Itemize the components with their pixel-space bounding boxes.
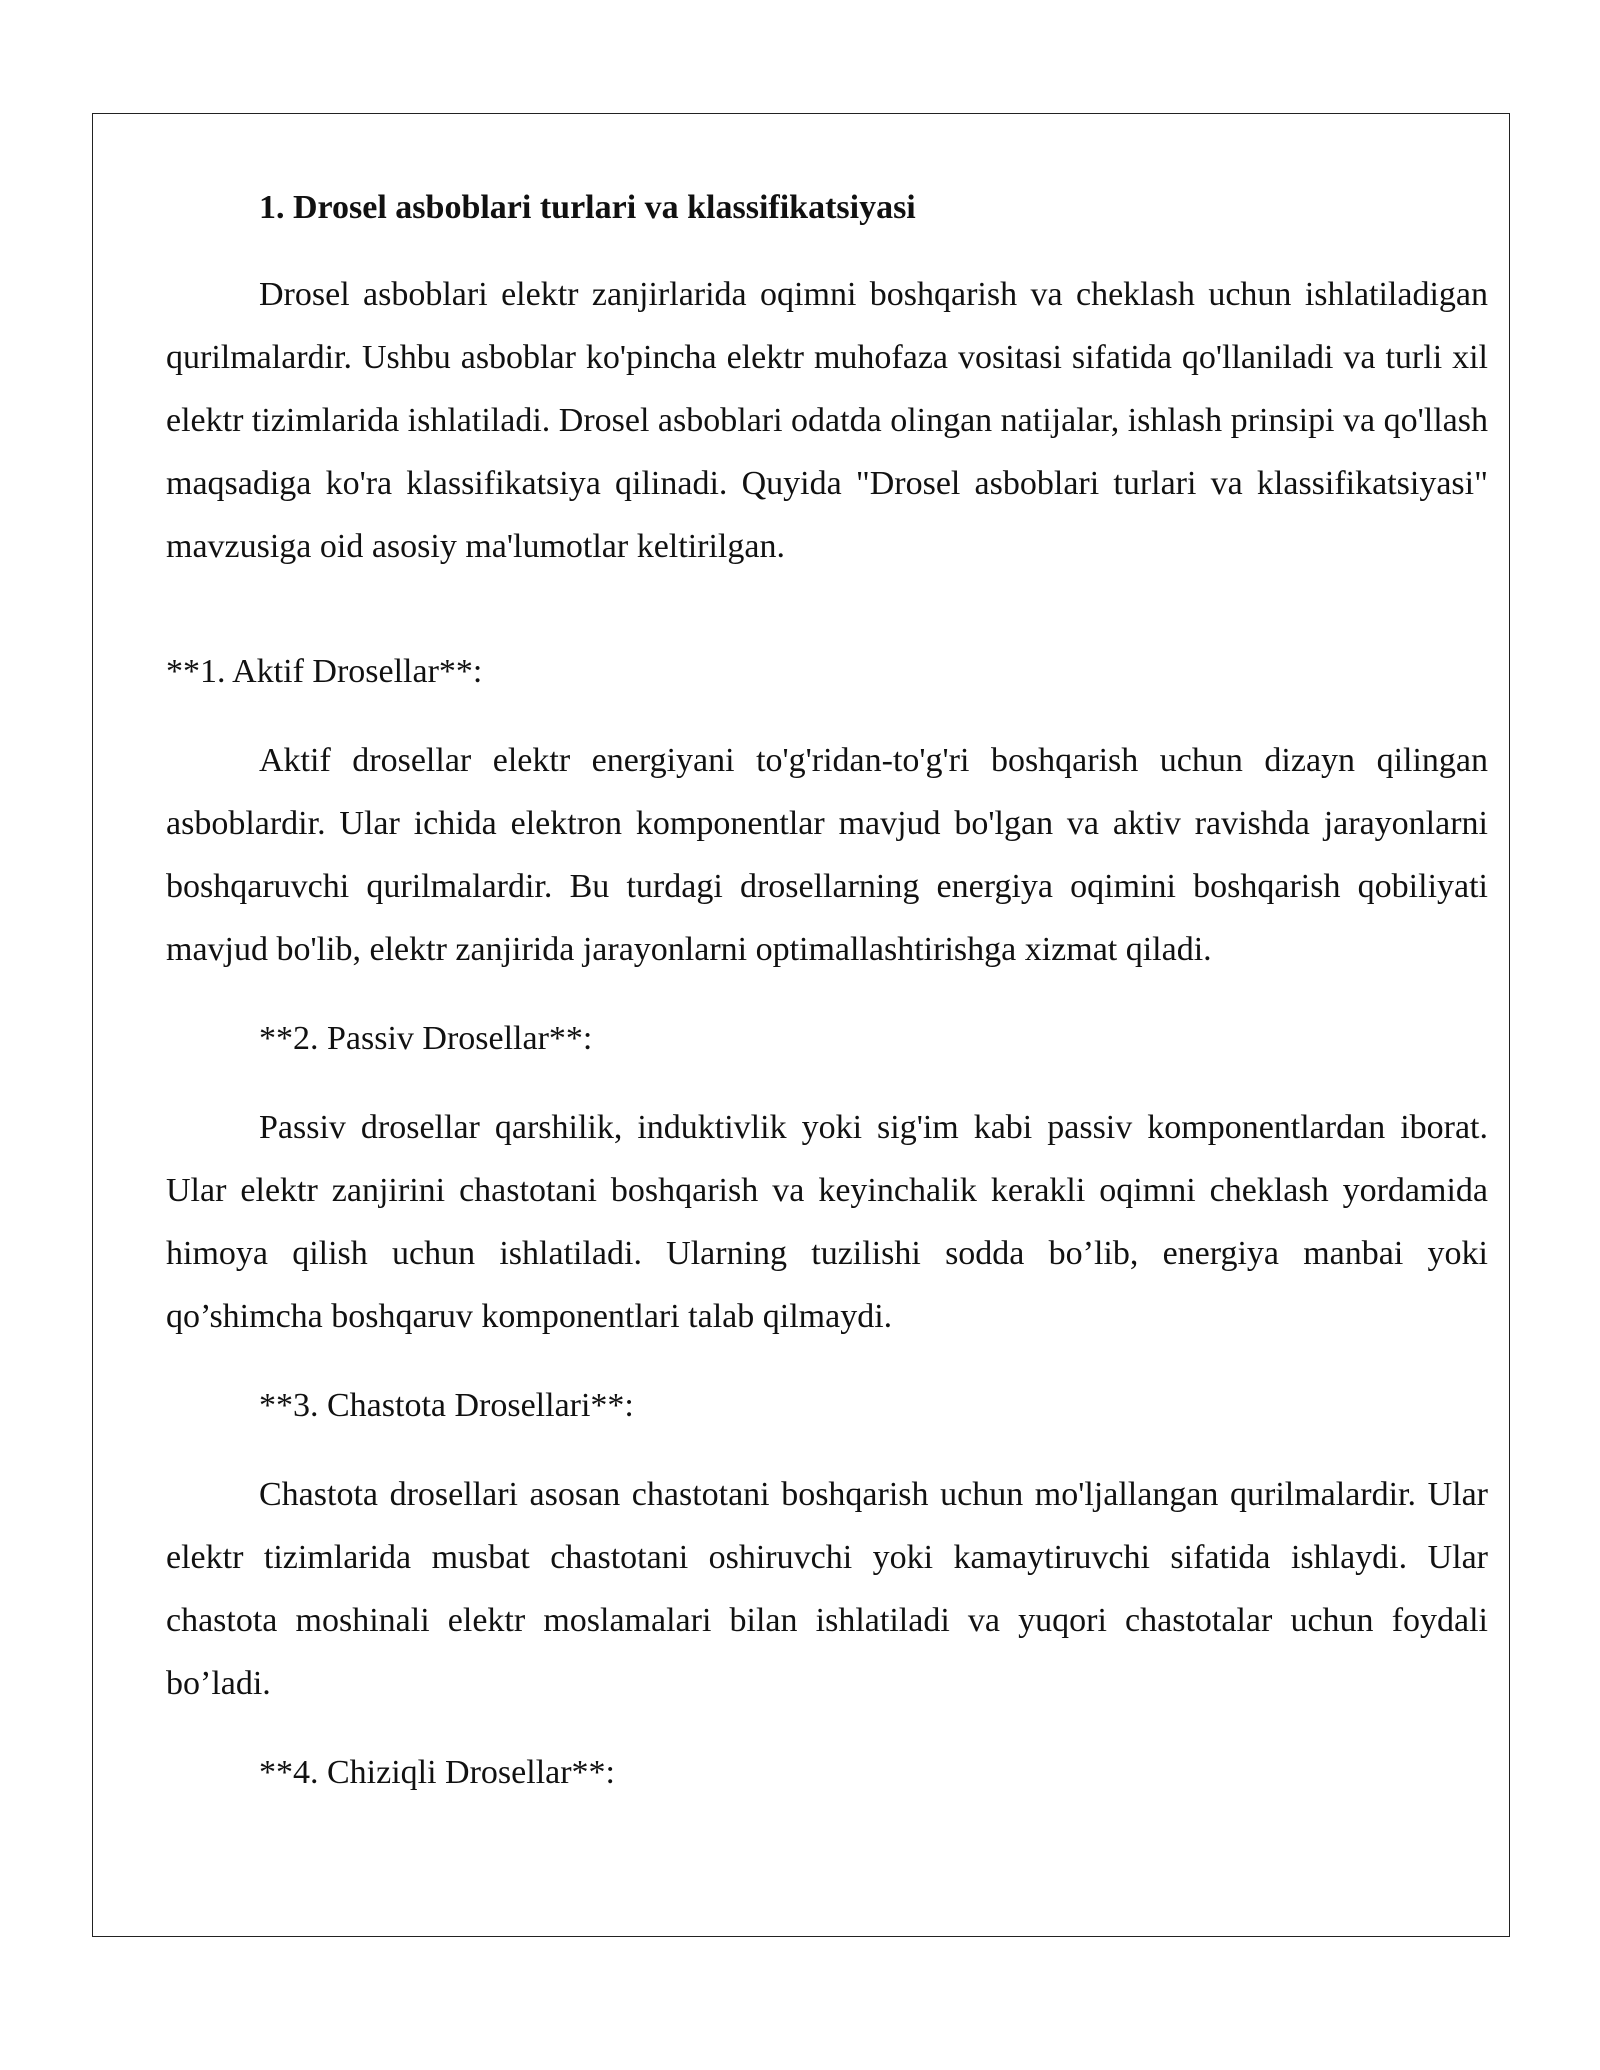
document-body xyxy=(166,176,1488,1830)
section-heading-chiziqli: **4. Chiziqli Drosellar**: xyxy=(259,1754,616,1791)
section-body-aktif: Aktif drosellar elektr energiyani to'g'ridan-to'g'ri boshqarish uchun dizayn qilingan asboblardir. Ular ichida elektron komponentlar mavjud bo'lgan va aktiv ravishda jarayonlarni boshqaruvchi qurilmalardir. Bu turdagi drosellarning energiya oqimini boshqarish qobiliyati mavjud bo'lib, elektr zanjirida jarayonlarni optimallashtirishga xizmat qiladi. xyxy=(166,742,1488,968)
intro-paragraph: Drosel asboblari elektr zanjirlarida oqimni boshqarish va cheklash uchun ishlatiladigan qurilmalardir. Ushbu asboblar ko'pincha elektr muhofaza vositasi sifatida qo'llaniladi va turli xil elektr tizimlarida ishlatiladi. Drosel asboblari odatda olingan natijalar, ishlash prinsipi va qo'llash maqsadiga ko'ra klassifikatsiya qilinadi. Quyida "Drosel asboblari turlari va klassifikatsiyasi" mavzusiga oid asosiy ma'lumotlar keltirilgan. xyxy=(166,276,1488,565)
section-heading-aktif: **1. Aktif Drosellar**: xyxy=(166,653,483,690)
section-body-chastota: Chastota drosellari asosan chastotani boshqarish uchun mo'ljallangan qurilmalardir. Ular elektr tizimlarida musbat chastotani oshiruvchi yoki kamaytiruvchi sifatida ishlaydi. Ular chastota moshinali elektr moslamalari bilan ishlatiladi va yuqori chastotalar uchun foydali bo’ladi. xyxy=(166,1476,1488,1702)
section-body-passiv: Passiv drosellar qarshilik, induktivlik yoki sig'im kabi passiv komponentlardan iborat. Ular elektr zanjirini chastotani boshqarish va keyinchalik kerakli oqimni cheklash yordamida himoya qilish uchun ishlatiladi. Ularning tuzilishi sodda bo’lib, energiya manbai yoki qo’shimcha boshqaruv komponentlari talab qilmaydi. xyxy=(166,1109,1488,1335)
section-heading-passiv: **2. Passiv Drosellar**: xyxy=(259,1020,593,1057)
section-heading-chastota: **3. Chastota Drosellari**: xyxy=(259,1387,634,1424)
document-title: 1. Drosel asboblari turlari va klassifikatsiyasi xyxy=(259,189,916,226)
